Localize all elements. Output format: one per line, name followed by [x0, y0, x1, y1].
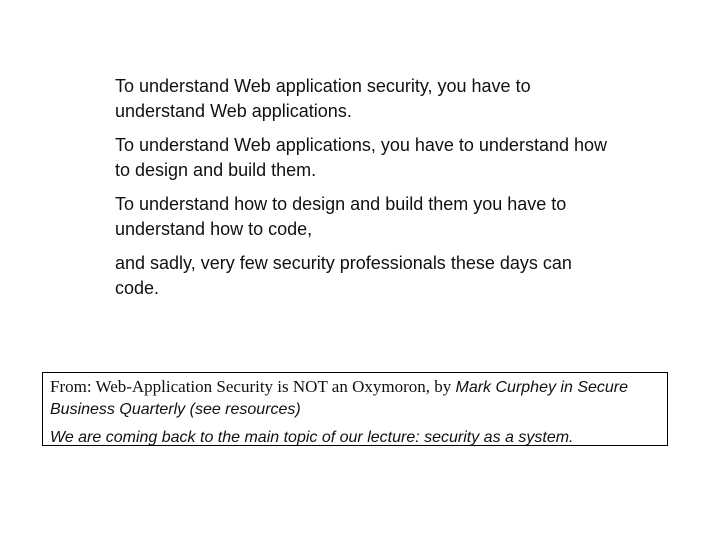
- quote-paragraph-2: To understand Web applications, you have to understand how to design and build them.: [115, 135, 607, 180]
- citation-box: [42, 372, 668, 446]
- citation-note: We are coming back to the main topic of our lecture: security as a system.: [50, 429, 574, 446]
- quote-block: [115, 74, 615, 310]
- quote-paragraph-3: To understand how to design and build them you have to understand how to code,: [115, 194, 567, 239]
- citation-author-source: Mark Curphey in Secure Business Quarterly (see resources): [50, 379, 629, 418]
- citation-line: [50, 376, 660, 421]
- quote-paragraph-1: To understand Web application security, you have to understand Web applications.: [115, 76, 531, 121]
- quote-paragraph-4: and sadly, very few security professionals these days can code.: [115, 253, 572, 298]
- citation-prefix: From: Web-Application Security is NOT an Oxymoron, by: [50, 377, 456, 396]
